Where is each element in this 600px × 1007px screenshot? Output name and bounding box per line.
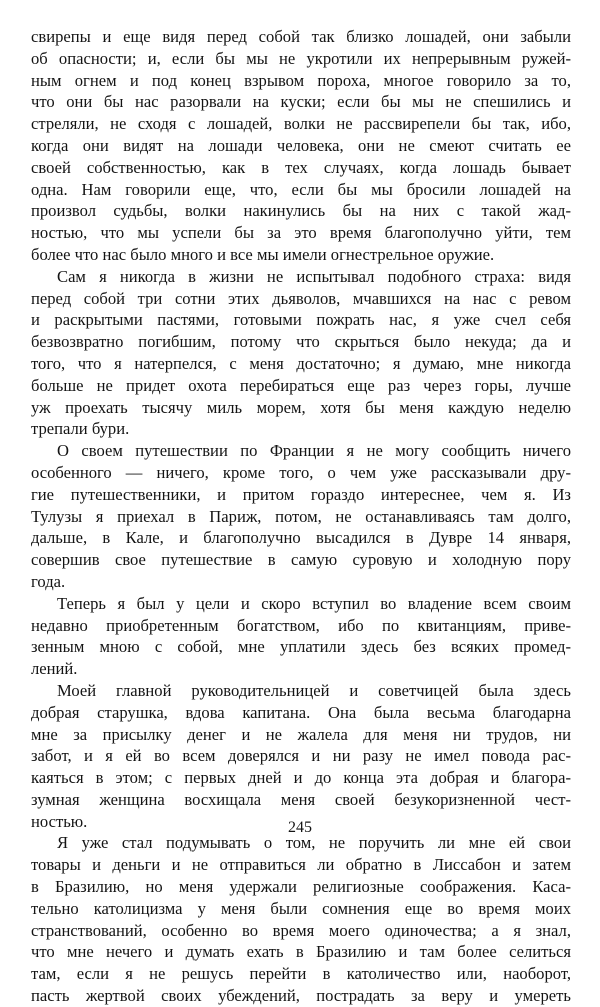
text-line: пасть жертвой своих убеждений, пострадать за веру и умереть	[31, 986, 571, 1006]
text-line: Моей главной руководительницей и советчицей была здесь	[57, 680, 571, 700]
text-line: зумная женщина восхищала меня своей безукоризненной чест-	[31, 789, 571, 809]
text-line: перед собой три сотни этих дьяволов, мчавшихся на нас с ревом	[31, 288, 571, 308]
text-line: забот, и я ей во всем доверялся и ни разу не имел повода рас-	[31, 746, 571, 766]
text-line: гие путешественники, и притом гораздо интереснее, чем я. Из	[31, 484, 571, 504]
text-line: безвозвратно погибшим, потому что скрыться было некуда; да и	[31, 332, 571, 352]
text-line: Сам я никогда в жизни не испытывал подобного страха: видя	[57, 266, 571, 286]
text-line: трепали бури.	[31, 419, 130, 439]
page-text	[31, 26, 571, 1007]
text-line: недавно приобретенным богатством, ибо по квитанциям, приве-	[31, 615, 571, 635]
text-line: своей собственностью, как в тех случаях, когда лошадь бывает	[31, 157, 571, 177]
paragraph	[31, 680, 571, 833]
text-line: О своем путешествии по Франции я не могу сообщить ничего	[57, 441, 571, 461]
text-line: особенного — ничего, кроме того, о чем уже рассказывали дру-	[31, 462, 571, 482]
text-line: Тулузы я приехал в Париж, потом, не останавливаясь там долго,	[31, 506, 571, 526]
text-line: каяться в этом; с первых дней и до конца эта добрая и благора-	[31, 768, 571, 788]
text-line: того, что я натерпелся, с меня достаточно; я думаю, мне никогда	[31, 353, 571, 373]
paragraph	[31, 832, 571, 1006]
text-line: что они бы нас разорвали на куски; если бы мы не спешились и	[31, 92, 571, 112]
text-line: мне за присылку денег и не жалела для меня ни трудов, ни	[31, 724, 571, 744]
text-line: года.	[31, 571, 66, 591]
text-line: свирепы и еще видя перед собой так близко лошадей, они забыли	[31, 27, 571, 46]
text-line: зенным мною с собой, мне уплатили здесь без всяких промед-	[31, 637, 571, 657]
text-line: ностью.	[31, 811, 88, 831]
text-line: что мне нечего и думать ехать в Бразилию и там более селиться	[31, 942, 571, 962]
text-line: произвол судьбы, волки накинулись бы на них с такой жад-	[31, 201, 571, 221]
paragraph	[31, 26, 571, 266]
text-line: уж проехать тысячу миль морем, хотя бы меня каждую неделю	[31, 397, 571, 417]
text-line: и раскрытыми пастями, готовыми пожрать нас, я уже счел себя	[31, 310, 571, 330]
text-line: совершив свое путешествие в самую суровую и холодную пору	[31, 550, 571, 570]
text-line: одна. Нам говорили еще, что, если бы мы бросили лошадей на	[31, 179, 571, 199]
text-line: ностью, что мы успели бы за это время благополучно уйти, тем	[31, 223, 571, 243]
text-line: об опасности; и, если бы мы не укротили их непрерывным ружей-	[31, 48, 571, 68]
text-line: когда они видят на лошади человека, они не смеют считать ее	[31, 135, 571, 155]
text-line: больше не придет охота перебираться еще раз через горы, лучше	[31, 375, 571, 395]
text-line: добрая старушка, вдова капитана. Она была весьма благодарна	[31, 702, 571, 722]
text-line: в Бразилию, но меня удержали религиозные соображения. Каса-	[31, 877, 571, 897]
paragraph	[31, 440, 571, 593]
text-line: Теперь я был у цели и скоро вступил во владение всем своим	[57, 593, 571, 613]
text-line: лений.	[31, 659, 78, 679]
text-line: ным огнем и под конец взрывом пороха, многое говорило за то,	[31, 70, 571, 90]
text-line: стреляли, не сходя с лошадей, волки не рассвирепели бы так, ибо,	[31, 114, 571, 134]
paragraph	[31, 266, 571, 440]
text-line: странствований, особенно во время моего одиночества; а я знал,	[31, 920, 571, 940]
text-line: более что нас было много и все мы имели огнестрельное оружие.	[31, 244, 495, 264]
text-line: тельно католицизма у меня были сомнения еще во время моих	[31, 898, 571, 918]
text-line: дальше, в Кале, и благополучно высадился в Дувре 14 января,	[31, 528, 571, 548]
text-line: там, если я не решусь перейти в католичество или, наоборот,	[31, 964, 571, 984]
paragraph	[31, 593, 571, 680]
text-line: товары и деньги и не отправиться ли обратно в Лиссабон и затем	[31, 855, 571, 875]
page-number: 245	[288, 819, 312, 836]
text-line: Я уже стал подумывать о том, не поручить ли мне ей свои	[57, 833, 571, 853]
